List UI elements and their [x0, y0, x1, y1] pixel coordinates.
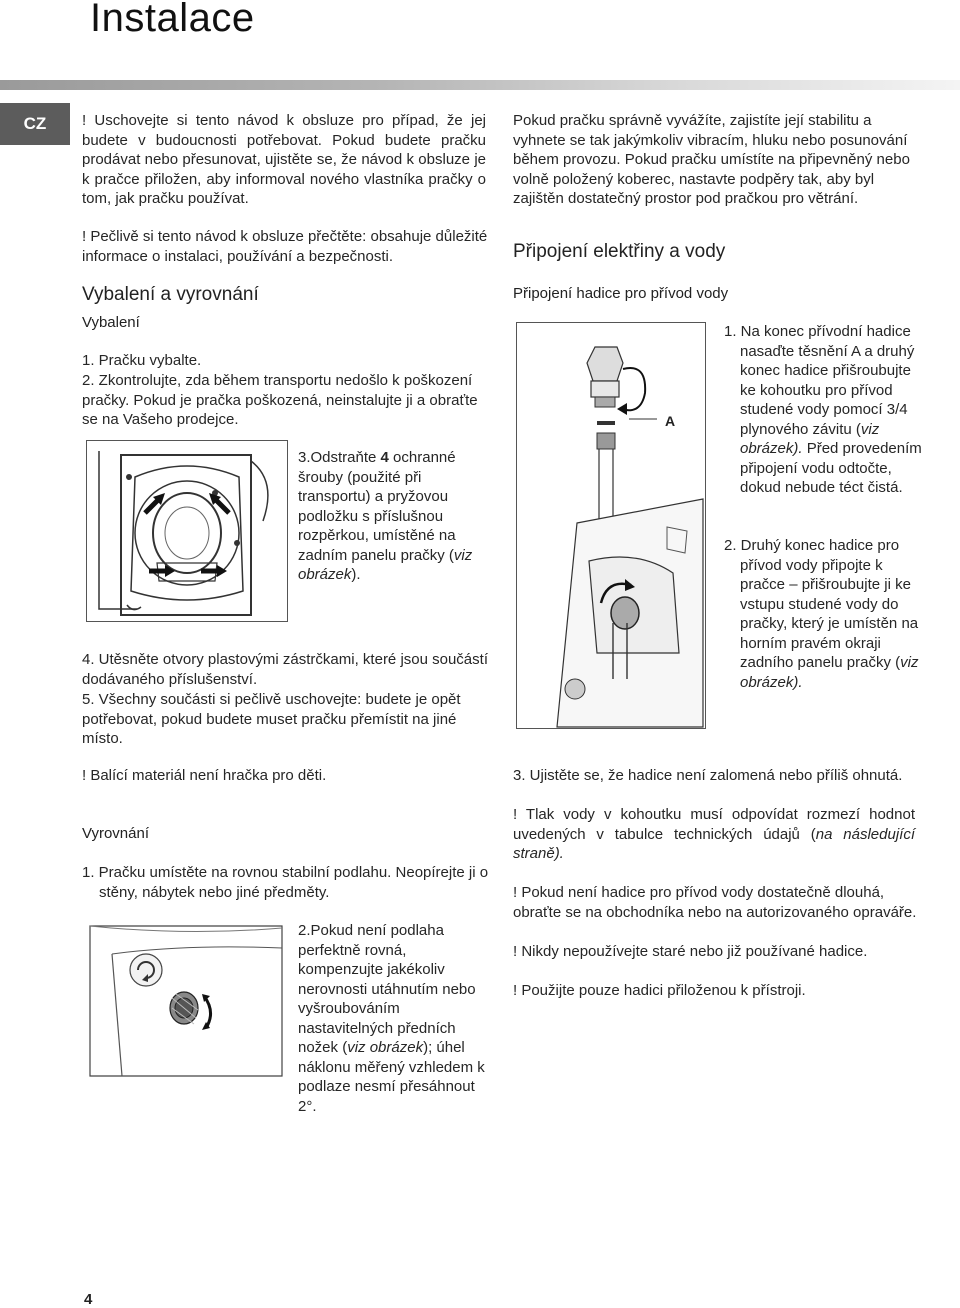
hose-step-1: 1. Na konec přívodní hadice nasaďte těsnění A a druhý konec hadice přišroubujte ke kohoutku pro přívod studené vody pomocí 3/4 plynového závitu (viz obrázek). Před provedením připojení vodu odtočte, dokud nebude téct čistá. — [724, 323, 922, 496]
subtitle-unpack: Vybalení — [82, 314, 140, 331]
page-number: 4 — [84, 1291, 93, 1308]
label-gasket-a: A — [665, 413, 676, 429]
step-2: 2. Zkontrolujte, zda během transportu nedošlo k poškození pračky. Pokud je pračka poškozená, neinstalujte ji a obraťte se na Vašeho prodejce. — [82, 372, 478, 428]
hose-connection-figure — [516, 322, 706, 729]
page-title: Instalace — [90, 0, 255, 40]
subtitle-level: Vyrovnání — [82, 825, 149, 842]
section-title-unpack-level: Vybalení a vyrovnání — [82, 284, 259, 305]
hose-step-2: 2. Druhý konec hadice pro přívod vody připojte k pračce – přišroubujte ji ke vstupu studené vody do pračky, který je umístěn na horním pravém okraji zadního panelu pračky (viz obrázek). — [724, 537, 919, 691]
section-title-connection: Připojení elektřiny a vody — [513, 241, 726, 262]
intro-warning: ! Pečlivě si tento návod k obsluze přečtěte: obsahuje důležité informace o instalaci, používání a bezpečnosti. — [82, 228, 488, 265]
hose-step-3: 3. Ujistěte se, že hadice není zalomená nebo příliš ohnutá. — [513, 767, 903, 784]
step-4: 4. Utěsněte otvory plastovými zástrčkami, které jsou součástí dodávaného příslušenství. — [82, 651, 488, 688]
step-1: 1. Pračku vybalte. — [82, 352, 202, 369]
adjustable-foot-illustration — [86, 924, 286, 1082]
language-tab: CZ — [0, 103, 70, 145]
note-pressure: ! Tlak vody v kohoutku musí odpovídat rozmezí hodnot uvedených v tabulce technických údajů (na následující straně). — [513, 806, 915, 862]
level-step-1: 1. Pračku umístěte na rovnou stabilní podlahu. Neopírejte ji o stěny, nábytek nebo jiné předměty. — [82, 864, 489, 901]
note-supplied-hose: ! Použijte pouze hadici přiloženou k přístroji. — [513, 982, 806, 999]
subtitle-hose: Připojení hadice pro přívod vody — [513, 285, 729, 302]
header-bar — [0, 80, 960, 90]
hose-connection-illustration — [517, 323, 705, 728]
step-5: 5. Všechny součásti si pečlivě uschovejte: budete je opět potřebovat, pokud budete muset pračku přemístit na jiné místo. — [82, 691, 461, 747]
washer-back-figure — [86, 440, 288, 622]
level-continued: Pokud pračku správně vyvážíte, zajistíte její stabilitu a vyhnete se tak jakýmkoliv vibracím, hluku nebo posunování během provozu. Pokud pračku umístíte na připevněný nebo volně položený koberec, nastavte podpěry tak, aby byl zajištěn dostatečný prostor pod pračkou pro větrání. — [513, 112, 910, 207]
adjustable-foot-figure — [86, 924, 286, 1082]
note-old-hoses: ! Nikdy nepoužívejte staré nebo již používané hadice. — [513, 943, 868, 960]
level-step-2: 2.Pokud není podlaha perfektně rovná, kompenzujte jakékoliv nerovnosti utáhnutím nebo vyšroubováním nastavitelných předních nožek (viz obrázek); úhel náklonu měřený vzhledem k podlaze nesmí přesáhnout 2°. — [298, 922, 485, 1115]
intro-paragraph: ! Uschovejte si tento návod k obsluze pro případ, že jej budete v budoucnosti potřebovat. Pokud budete pračku prodávat nebo přesunovat, ujistěte se, že návod k obsluze je k pračce přiložen, aby informoval nového vlastníka pračky o tom, jak pračku používat. — [82, 112, 486, 207]
washer-back-illustration — [87, 441, 287, 621]
warning-packaging: ! Balící materiál není hračka pro děti. — [82, 767, 327, 784]
note-hose-length: ! Pokud není hadice pro přívod vody dostatečně dlouhá, obraťte se na obchodníka nebo na autorizovaného opraváře. — [513, 884, 917, 921]
step-3: 3.Odstraňte 4 ochranné šrouby (použité při transportu) a pryžovou podložku s příslušnou rozpěrkou, umístěné na zadním panelu pračky (viz obrázek). — [298, 449, 473, 583]
